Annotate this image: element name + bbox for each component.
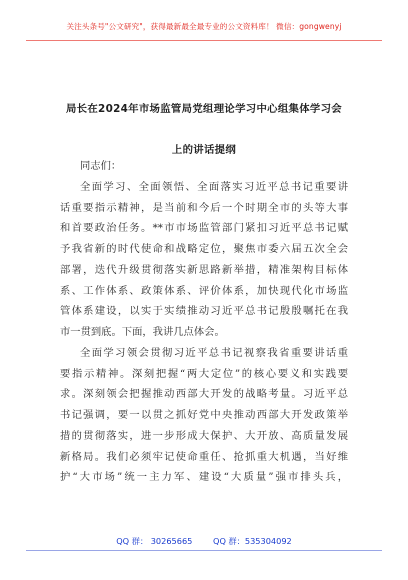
body-line: 予我省新的时代使命和战略定位，聚焦市委六届五次全会 bbox=[60, 243, 348, 255]
body-line: 要指示精神。深刻把握“两大定位”的核心要义和实践要 bbox=[60, 367, 348, 380]
header-divider bbox=[26, 40, 382, 41]
body-line: 管体系建设，以实于实绩推动习近平总书记殷殷嘱托在我 bbox=[60, 305, 348, 318]
document-title-line-1: 局长在2024年市场监管局党组理论学习中心组集体学习会 bbox=[65, 103, 342, 115]
body-line: 部署，迭代升级贯彻落实新思路新举措，精准架构目标体 bbox=[60, 263, 348, 276]
footer-qq-group-2: QQ 群：535304092 bbox=[213, 536, 292, 546]
body-line: 新格局。我们必须牢记使命重任、抢抓重大机遇，当好维 bbox=[60, 450, 348, 463]
footer-qq-group-1: QQ 群： 30265665 bbox=[116, 536, 193, 546]
body-line: 措的贯彻落实，进一步形成大保护、大开放、高质量发展 bbox=[60, 429, 348, 442]
body-line: 话重要指示精神，是当前和今后一个时期全市的头等大事 bbox=[60, 201, 348, 214]
header-banner: 关注头条号"公文研究"，获得最新最全最专业的公文资料库！ 微信：gongwenyj bbox=[66, 22, 342, 31]
body-line: 书记强调，要一以贯之抓好党中央推动西部大开发政策举 bbox=[60, 409, 348, 421]
body-line: 全面学习领会贯彻习近平总书记视察我省重要讲话重 bbox=[80, 346, 348, 359]
document-title-line-2: 上的讲话提纲 bbox=[171, 144, 237, 156]
body-line: 求。深刻领会把握推动西部大开发的战略考量。习近平总 bbox=[60, 388, 348, 401]
body-line: 市一贯到底。下面，我讲几点体会。 bbox=[60, 326, 225, 338]
body-line: 护“大市场”统一主力军、建设“大质量”强市排头兵， bbox=[60, 471, 348, 484]
footer-divider bbox=[26, 550, 382, 551]
footer-contact bbox=[0, 534, 408, 548]
body-line: 全面学习、全面领悟、全面落实习近平总书记重要讲 bbox=[80, 180, 348, 193]
body-line: 系、工作体系、政策体系、评价体系，加快现代化市场监 bbox=[60, 284, 348, 297]
body-line: 和首要政治任务。**市市场监管部门紧扣习近平总书记赋 bbox=[60, 222, 348, 235]
salutation: 同志们： bbox=[80, 160, 122, 172]
document-body bbox=[60, 156, 348, 488]
